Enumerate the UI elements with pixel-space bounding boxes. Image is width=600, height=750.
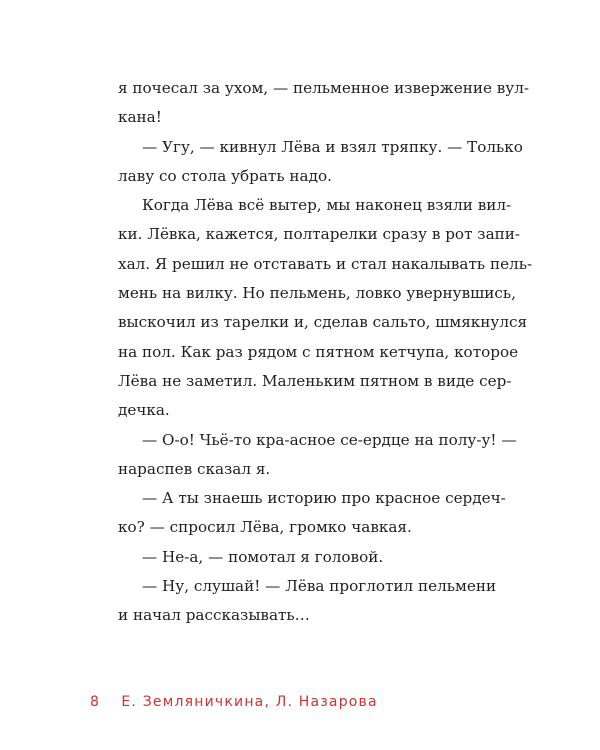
text-line: выскочил из тарелки и, сделав сальто, шмякнулся (118, 313, 528, 332)
text-line: — А ты знаешь историю про красное сердеч- (142, 489, 506, 508)
text-line: дечка. (118, 401, 170, 420)
text-line: Лёва не заметил. Маленьким пятном в виде сер- (118, 371, 512, 390)
text-line: — О-о! Чьё-то кра-асное се-ердце на полу-у! — (142, 430, 517, 449)
text-line: лаву со стола убрать надо. (118, 166, 332, 185)
text-line: на пол. Как раз рядом с пятном кетчупа, которое (118, 342, 519, 361)
text-line: хал. Я решил не отставать и стал накалывать пель- (118, 254, 533, 273)
text-line: я почесал за ухом, — пельменное извержение вул- (118, 79, 530, 97)
page-footer (90, 692, 378, 712)
text-line: Когда Лёва всё вытер, мы наконец взяли вил- (142, 196, 512, 215)
text-line: нараспев сказал я. (118, 459, 271, 478)
text-line: — Не-а, — помотал я головой. (142, 547, 384, 566)
page-number: 8 (90, 694, 99, 710)
text-line: — Ну, слушай! — Лёва проглотил пельмени (142, 577, 497, 596)
text-line: и начал рассказывать… (118, 606, 310, 625)
text-line: ки. Лёвка, кажется, полтарелки сразу в рот запи- (118, 225, 521, 244)
text-line: — Угу, — кивнул Лёва и взял тряпку. — Только (142, 137, 523, 156)
text-line: кана! (118, 108, 162, 127)
body-text (118, 74, 533, 631)
text-line: ко? — спросил Лёва, громко чавкая. (118, 518, 412, 537)
text-line: мень на вилку. Но пельмень, ловко увернувшись, (118, 284, 516, 303)
footer-authors: Е. Земляничкина, Л. Назарова (121, 694, 378, 710)
